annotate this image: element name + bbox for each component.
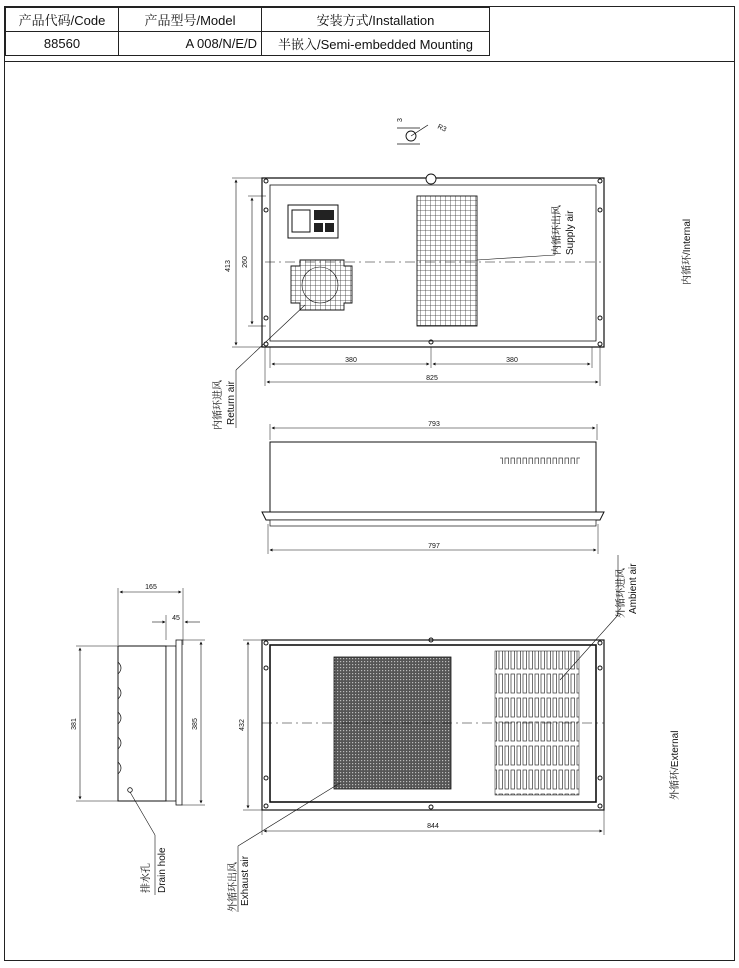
label-external: 外循环/External <box>670 730 681 800</box>
dim-432-label: 432 <box>239 719 246 731</box>
header-installation: 安装方式/Installation <box>262 8 490 32</box>
dimension-825 <box>265 347 600 386</box>
bottom-view <box>226 555 681 912</box>
dim-260-label: 260 <box>242 256 249 268</box>
dim-380-right-label: 380 <box>506 357 518 364</box>
value-installation: 半嵌入/Semi-embedded Mounting <box>262 32 490 56</box>
dim-3: 3 <box>397 118 404 122</box>
dim-844-label: 844 <box>427 823 439 830</box>
label-ambient-air-en: Ambient air <box>628 563 639 614</box>
label-return-air-en: Return air <box>226 381 237 425</box>
dim-165-label: 165 <box>145 584 157 591</box>
dim-381-label: 381 <box>71 718 78 730</box>
dim-797-label: 797 <box>428 543 440 550</box>
side-view <box>262 421 604 554</box>
header-model: 产品型号/Model <box>119 8 262 32</box>
label-exhaust-air-en: Exhaust air <box>240 855 251 906</box>
top-view <box>211 118 693 430</box>
value-code: 88560 <box>6 32 119 56</box>
dim-385-label: 385 <box>192 718 199 730</box>
dim-793-label: 793 <box>428 421 440 428</box>
label-supply-air-en: Supply air <box>565 210 576 255</box>
r3-detail <box>397 118 447 144</box>
value-model: A 008/N/E/D <box>119 32 262 56</box>
dim-r3: R3 <box>436 123 448 134</box>
label-drain-hole-en: Drain hole <box>157 847 168 893</box>
supply-air-grille <box>417 196 477 326</box>
label-supply-air-cn: 内循环出风 <box>552 205 563 255</box>
dim-413-label: 413 <box>225 260 232 272</box>
dim-45-label: 45 <box>172 615 180 622</box>
label-ambient-air-cn: 外循环进风 <box>616 568 627 618</box>
dim-825-label: 825 <box>426 375 438 382</box>
label-internal: 内循环/Internal <box>682 218 693 285</box>
dimension-380-380 <box>270 347 592 368</box>
label-return-air-cn: 内循环进风 <box>213 380 224 430</box>
label-drain-hole-cn: 排水孔 <box>141 863 152 893</box>
dim-380-left-label: 380 <box>345 357 357 364</box>
controller-display <box>288 205 338 238</box>
profile-view <box>71 584 205 895</box>
header-code: 产品代码/Code <box>6 8 119 32</box>
label-exhaust-air-cn: 外循环出风 <box>228 862 239 912</box>
return-air-fan <box>291 260 352 310</box>
